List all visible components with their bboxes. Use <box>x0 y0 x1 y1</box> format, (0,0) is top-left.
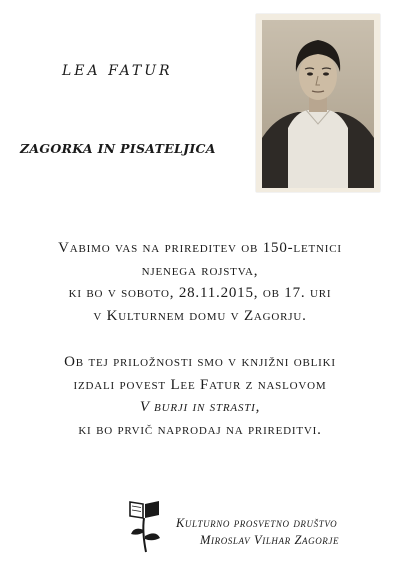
invitation-line: ki bo v soboto, 28.11.2015, ob 17. uri <box>68 285 332 301</box>
invitation-line: njenega rojstva, <box>141 262 259 279</box>
organization-name <box>176 515 396 549</box>
author-name: LEA FATUR <box>62 63 173 79</box>
portrait-photo <box>256 14 380 192</box>
notice-line: izdali povest Lee Fatur z naslovom <box>73 376 327 393</box>
organization-line: Kulturno prosvetno društvo <box>176 516 338 530</box>
notice-line: ki bo prvič naprodaj na prireditvi. <box>78 421 322 438</box>
invitation-text <box>0 237 400 327</box>
invitation-line: v Kulturnem domu v Zagorju. <box>93 307 307 324</box>
subtitle: ZAGORKA IN PISATELJICA <box>20 141 216 156</box>
organization-line: Miroslav Vilhar Zagorje <box>200 533 340 547</box>
notice-line: Ob tej priložnosti smo v knjižni obliki <box>64 354 336 370</box>
publication-notice <box>0 351 400 441</box>
book-title: V burji in strasti, <box>139 399 261 415</box>
book-flower-logo-icon <box>128 498 162 554</box>
invitation-line: Vabimo vas na prireditev ob 150-letnici <box>58 240 342 256</box>
